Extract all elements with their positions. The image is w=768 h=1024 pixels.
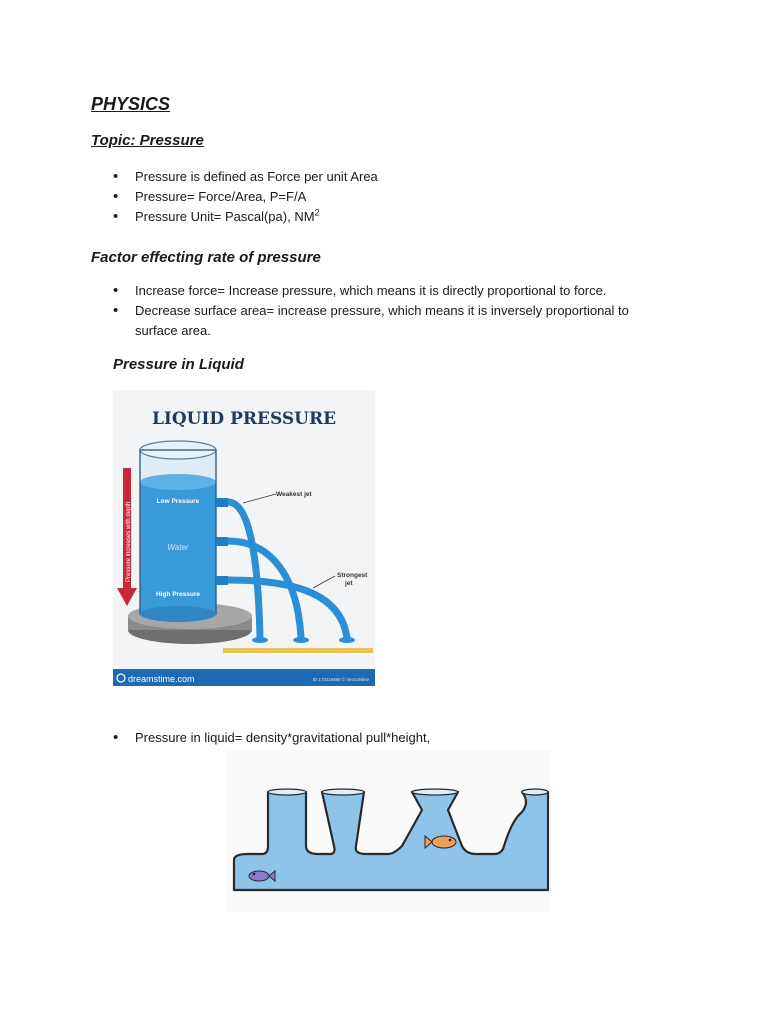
list-item-text: Increase force= Increase pressure, which means it is directly proportional to force. <box>135 283 607 298</box>
list-item <box>111 187 378 207</box>
list-item <box>111 281 671 301</box>
middle-nozzle <box>216 537 228 546</box>
high-pressure-label: High Pressure <box>155 591 201 598</box>
water-label: Water <box>167 543 189 552</box>
list-item <box>111 167 378 187</box>
topic-heading: Topic: Pressure <box>91 132 204 149</box>
connected-vessels-figure <box>226 750 551 912</box>
list-item-text: Pressure= Force/Area, P=F/A <box>135 189 307 204</box>
bottom-nozzle <box>216 576 228 585</box>
ground-strip <box>223 648 373 653</box>
list-item-text: Decrease surface area= increase pressure, which means it is inversely proportional to surface area. <box>135 303 629 338</box>
low-pressure-label: Low Pressure <box>156 498 200 505</box>
factor-heading: Factor effecting rate of pressure <box>91 249 321 266</box>
list-item <box>111 728 430 748</box>
liquid-pressure-heading: Pressure in Liquid <box>113 356 244 373</box>
strongest-jet-label-line1: Strongest <box>337 572 368 579</box>
list-item-text: Pressure Unit= Pascal(pa), NM <box>135 209 315 224</box>
watermark-text: dreamstime.com <box>128 674 195 684</box>
list-item-text: Pressure in liquid= density*gravitational pull*height, <box>135 730 431 745</box>
list-item <box>111 207 378 227</box>
liquid-formula-list <box>111 728 430 748</box>
list-item-text: Pressure is defined as Force per unit Area <box>135 169 378 184</box>
definition-list <box>111 167 378 227</box>
top-nozzle <box>216 498 228 507</box>
weakest-jet-label: Weakest jet <box>276 491 312 498</box>
side-label: Pressure increases with depth <box>126 501 132 582</box>
factor-list <box>111 281 671 341</box>
figure-id-text: ID 173116898 © VectorMine <box>312 677 369 682</box>
figure-title: LIQUID PRESSURE <box>151 409 337 429</box>
page-title: PHYSICS <box>91 94 171 114</box>
strongest-jet-label-line2: jet <box>345 580 353 587</box>
liquid-pressure-figure <box>113 390 375 686</box>
list-item <box>111 301 671 341</box>
unit-superscript: 2 <box>314 207 320 218</box>
